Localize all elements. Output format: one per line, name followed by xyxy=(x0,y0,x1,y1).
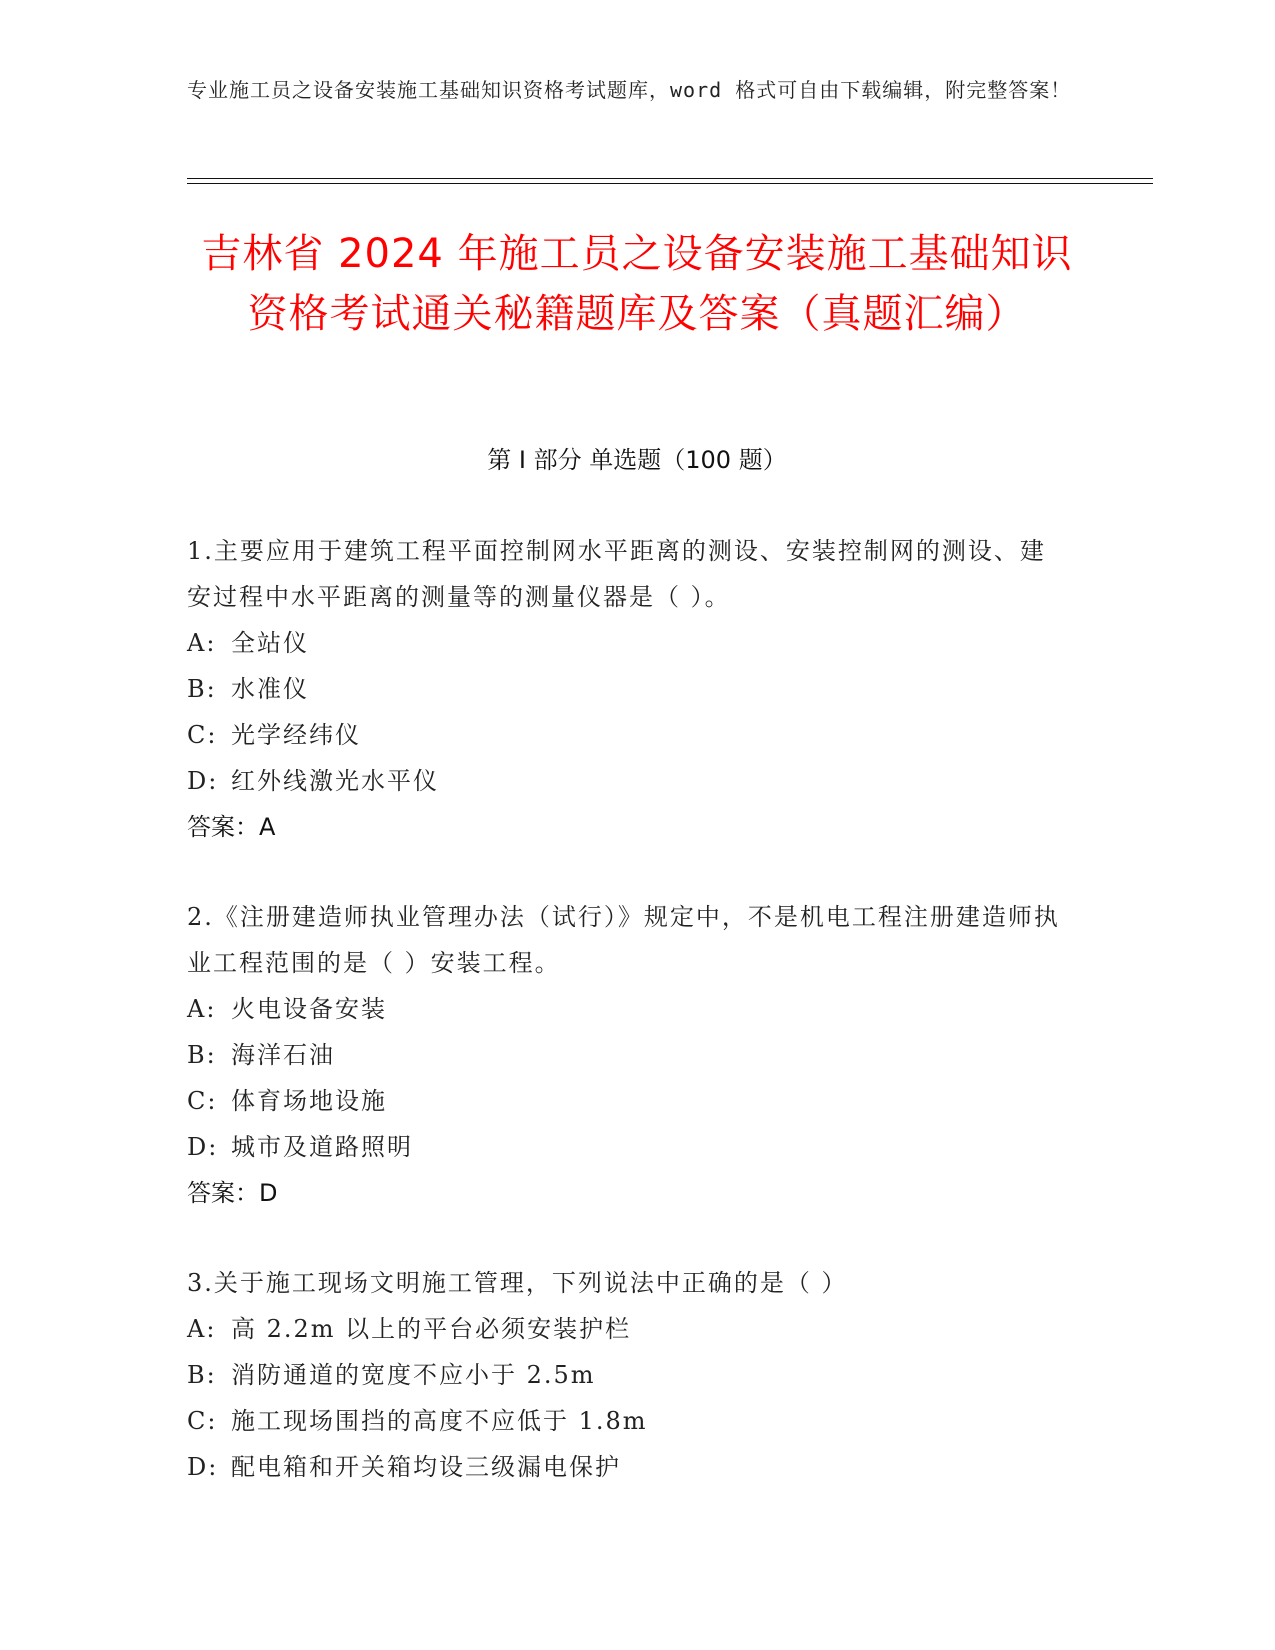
answer: 答案：A xyxy=(187,813,276,841)
option-letter: C: xyxy=(187,1087,218,1115)
header-note: 专业施工员之设备安装施工基础知识资格考试题库，word 格式可自由下载编辑，附完整答案！ xyxy=(187,78,1072,102)
option-letter: C: xyxy=(187,1407,218,1435)
question-list xyxy=(187,528,1067,1534)
option-letter: B: xyxy=(187,675,217,703)
question-stem: 1.主要应用于建筑工程平面控制网水平距离的测设、安装控制网的测设、建安过程中水平距离的测量等的测量仪器是（ ）。 xyxy=(187,537,1046,611)
option-letter: A: xyxy=(187,629,217,657)
option-text: 水准仪 xyxy=(231,675,309,703)
option-c xyxy=(187,1078,1067,1124)
question-3 xyxy=(187,1260,1067,1490)
option-letter: A: xyxy=(187,995,217,1023)
option-text: 红外线激光水平仪 xyxy=(231,767,439,795)
header-rule-bottom xyxy=(187,183,1153,184)
option-b xyxy=(187,1352,1067,1398)
option-text: 火电设备安装 xyxy=(231,995,387,1023)
question-2 xyxy=(187,894,1067,1216)
option-d xyxy=(187,1124,1067,1170)
option-text: 配电箱和开关箱均设三级漏电保护 xyxy=(231,1453,621,1481)
option-text: 海洋石油 xyxy=(231,1041,335,1069)
document-title: 吉林省 2024 年施工员之设备安装施工基础知识资格考试通关秘籍题库及答案（真题汇编） xyxy=(201,231,1073,337)
option-text: 光学经纬仪 xyxy=(231,721,361,749)
option-letter: D: xyxy=(187,767,219,795)
option-letter: B: xyxy=(187,1361,217,1389)
option-text: 高 2.2m 以上的平台必须安装护栏 xyxy=(231,1315,632,1343)
option-letter: C: xyxy=(187,721,218,749)
option-text: 全站仪 xyxy=(231,629,309,657)
question-stem: 3.关于施工现场文明施工管理，下列说法中正确的是（ ） xyxy=(187,1269,848,1297)
section-title: 第 I 部分 单选题（100 题） xyxy=(487,446,787,474)
option-text: 体育场地设施 xyxy=(231,1087,387,1115)
option-b xyxy=(187,666,1067,712)
option-a xyxy=(187,620,1067,666)
option-letter: D: xyxy=(187,1133,219,1161)
option-a xyxy=(187,1306,1067,1352)
option-c xyxy=(187,1398,1067,1444)
option-c xyxy=(187,712,1067,758)
option-letter: B: xyxy=(187,1041,217,1069)
header-rule-top xyxy=(187,178,1153,179)
option-letter: A: xyxy=(187,1315,217,1343)
option-text: 施工现场围挡的高度不应低于 1.8m xyxy=(231,1407,648,1435)
question-1 xyxy=(187,528,1067,850)
answer: 答案：D xyxy=(187,1179,278,1207)
option-b xyxy=(187,1032,1067,1078)
option-letter: D: xyxy=(187,1453,219,1481)
option-text: 城市及道路照明 xyxy=(231,1133,413,1161)
option-d xyxy=(187,1444,1067,1490)
question-stem: 2.《注册建造师执业管理办法（试行）》规定中，不是机电工程注册建造师执业工程范围的是（ ）安装工程。 xyxy=(187,903,1060,977)
option-d xyxy=(187,758,1067,804)
option-a xyxy=(187,986,1067,1032)
option-text: 消防通道的宽度不应小于 2.5m xyxy=(231,1361,596,1389)
